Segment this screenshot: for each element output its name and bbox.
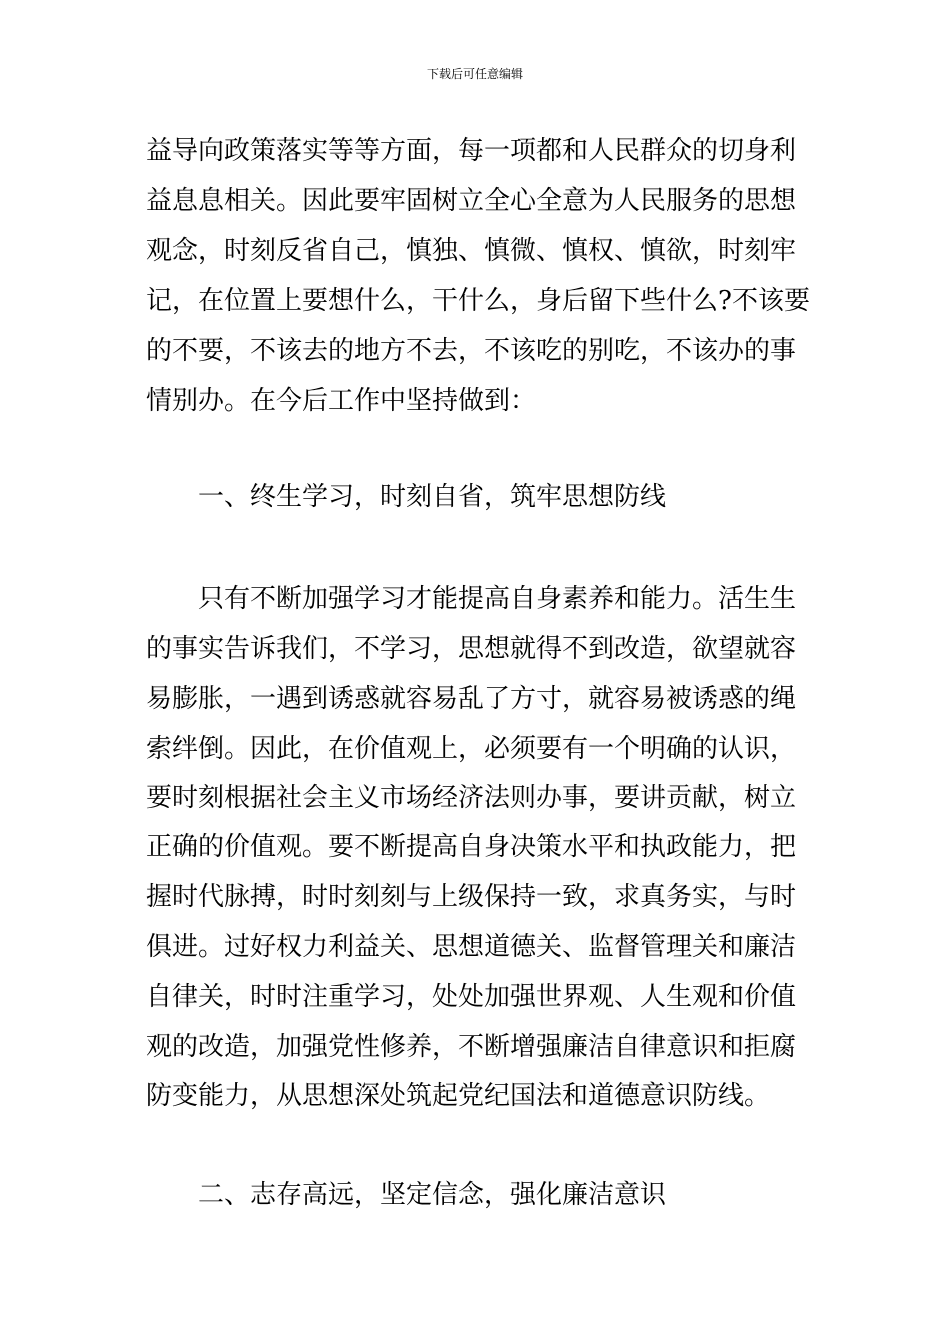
paragraph-line: 情别办。在今后工作中坚持做到：	[146, 386, 537, 416]
paragraph-line: 正确的价值观。要不断提高自身决策水平和执政能力，把	[146, 832, 797, 862]
paragraph-line: 观的改造，加强党性修养，不断增强廉洁自律意识和拒腐	[146, 1032, 797, 1062]
paragraph-line: 自律关，时时注重学习，处处加强世界观、人生观和价值	[146, 982, 797, 1012]
paragraph-line: 益导向政策落实等等方面，每一项都和人民群众的切身利	[146, 136, 797, 166]
section-heading-1: 一、终生学习，时刻自省，筑牢思想防线	[198, 482, 667, 512]
paragraph-line: 观念，时刻反省自己，慎独、慎微、慎权、慎欲，时刻牢	[146, 236, 797, 266]
section-heading-2: 二、志存高远，坚定信念，强化廉洁意识	[198, 1180, 667, 1210]
paragraph-line: 易膨胀，一遇到诱惑就容易乱了方寸，就容易被诱惑的绳	[146, 684, 797, 714]
paragraph-line: 记，在位置上要想什么，干什么，身后留下些什么?不该要	[146, 286, 810, 316]
paragraph-line: 的不要，不该去的地方不去，不该吃的别吃，不该办的事	[146, 336, 797, 366]
paragraph-line: 要时刻根据社会主义市场经济法则办事，要讲贡献，树立	[146, 783, 797, 813]
header-note: 下载后可任意编辑	[426, 67, 523, 81]
paragraph-line: 只有不断加强学习才能提高自身素养和能力。活生生	[198, 584, 797, 614]
paragraph-line: 握时代脉搏，时时刻刻与上级保持一致，求真务实，与时	[146, 882, 797, 912]
paragraph-line: 俱进。过好权力利益关、思想道德关、监督管理关和廉洁	[146, 932, 797, 962]
paragraph-line: 的事实告诉我们，不学习，思想就得不到改造，欲望就容	[146, 634, 797, 664]
paragraph-line: 索绊倒。因此，在价值观上，必须要有一个明确的认识，	[146, 734, 797, 764]
paragraph-line: 防变能力，从思想深处筑起党纪国法和道德意识防线。	[146, 1081, 771, 1111]
paragraph-line: 益息息相关。因此要牢固树立全心全意为人民服务的思想	[146, 186, 797, 216]
